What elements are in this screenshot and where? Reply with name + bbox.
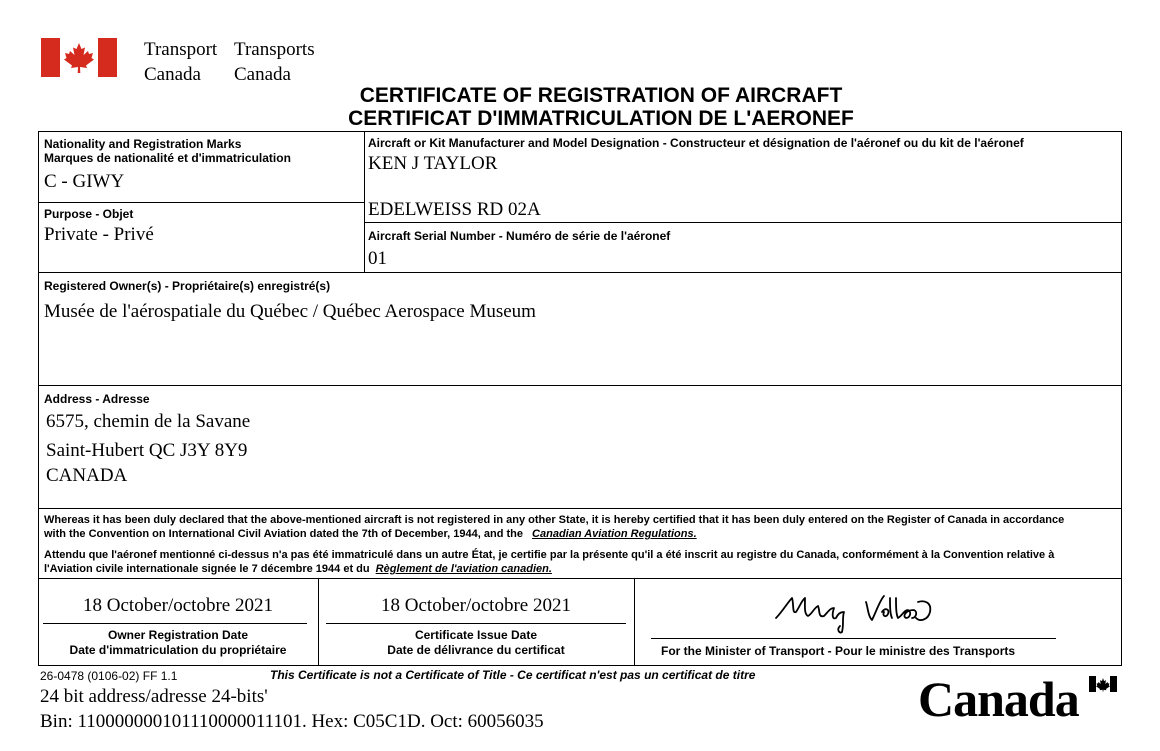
minister-label: For the Minister of Transport - Pour le ministre des Transports <box>661 644 1016 658</box>
owner-date-label-fr: Date d'immatriculation du propriétaire <box>69 643 287 657</box>
declaration-en-text: with the Convention on International Civil Aviation dated the 7th of December, 1944, and the <box>44 528 523 540</box>
purpose-label: Purpose - Objet <box>44 207 134 221</box>
address-line2: Saint-Hubert QC J3Y 8Y9 <box>46 440 248 461</box>
nationality-label-fr: Marques de nationalité et d'immatriculation <box>44 151 291 165</box>
address-24bit-label: 24 bit address/adresse 24-bits' <box>40 686 268 707</box>
divider <box>38 578 1122 579</box>
dept-fr-line1: Transports <box>234 39 315 60</box>
owner-date-label-en: Owner Registration Date <box>107 628 249 642</box>
declaration-en-line2 <box>44 527 697 541</box>
issue-date-label-en: Certificate Issue Date <box>414 628 538 642</box>
regulations-link-fr: Règlement de l'aviation canadien. <box>375 563 552 575</box>
purpose-value: Private - Privé <box>44 224 154 245</box>
owner-registration-date: 18 October/octobre 2021 <box>83 595 273 616</box>
declaration-fr-line2 <box>44 562 552 576</box>
serial-label: Aircraft Serial Number - Numéro de série de l'aéronef <box>368 229 671 243</box>
dept-name-en <box>144 37 217 87</box>
serial-value: 01 <box>368 248 387 269</box>
canada-wordmark-flag-icon <box>1089 676 1117 692</box>
address-label: Address - Adresse <box>44 392 150 406</box>
divider <box>634 578 635 666</box>
certificate-title-fr: CERTIFICAT D'IMMATRICULATION DE L'AERONEF <box>348 107 854 130</box>
owner-date-rule <box>43 623 307 624</box>
certificate-issue-date: 18 October/octobre 2021 <box>381 595 571 616</box>
dept-fr-line2: Canada <box>234 64 291 85</box>
title-notice: This Certificate is not a Certificate of Title - Ce certificat n'est pas un certificat de titre <box>270 668 756 682</box>
nationality-label-en: Nationality and Registration Marks <box>44 137 242 151</box>
canada-flag-icon <box>41 38 117 77</box>
owner-value: Musée de l'aérospatiale du Québec / Québec Aerospace Museum <box>44 301 536 322</box>
divider <box>38 202 365 203</box>
manufacturer-value: KEN J TAYLOR <box>368 153 498 174</box>
canada-wordmark: Canada <box>918 671 1079 727</box>
declaration-en-line1: Whereas it has been duly declared that the above-mentioned aircraft is not registered in any other State, it is hereby certified that it has been duly entered on the Register of Canada in accordance <box>44 514 1065 526</box>
signature-icon <box>772 588 942 636</box>
address-line1: 6575, chemin de la Savane <box>46 411 251 432</box>
dept-en-line1: Transport <box>144 39 218 60</box>
issue-date-rule <box>326 623 626 624</box>
issue-date-label-fr: Date de délivrance du certificat <box>387 643 565 657</box>
model-value: EDELWEISS RD 02A <box>368 199 541 220</box>
form-code: 26-0478 (0106-02) FF 1.1 <box>40 669 178 683</box>
certificate-frame <box>38 131 1122 666</box>
divider <box>38 385 1122 386</box>
address-codes: Bin: 110000000101110000011101. Hex: C05C1D. Oct: 60056035 <box>40 711 544 732</box>
declaration-fr-text: l'Aviation civile internationale signée le 7 décembre 1944 et du <box>44 563 370 575</box>
declaration-fr-line1: Attendu que l'aéronef mentionné ci-dessus n'a pas été immatriculé dans un autre État, je certifie par la présente qu'il a été inscrit au registre du Canada, conformément à la Convention relative à <box>44 549 1055 561</box>
certificate-title-en: CERTIFICATE OF REGISTRATION OF AIRCRAFT <box>359 84 843 107</box>
dept-name-fr <box>234 37 315 87</box>
divider <box>38 508 1122 509</box>
owner-label: Registered Owner(s) - Propriétaire(s) enregistré(s) <box>44 279 331 293</box>
divider <box>364 222 1122 223</box>
registration-mark: C - GIWY <box>44 171 125 192</box>
manufacturer-label: Aircraft or Kit Manufacturer and Model Designation - Constructeur et désignation de l'aéronef ou du kit de l'aéronef <box>368 136 1024 150</box>
dept-en-line2: Canada <box>144 64 201 85</box>
signature-rule <box>651 638 1056 639</box>
divider <box>38 272 1122 273</box>
regulations-link-en: Canadian Aviation Regulations. <box>532 528 697 540</box>
address-line3: CANADA <box>46 465 128 486</box>
